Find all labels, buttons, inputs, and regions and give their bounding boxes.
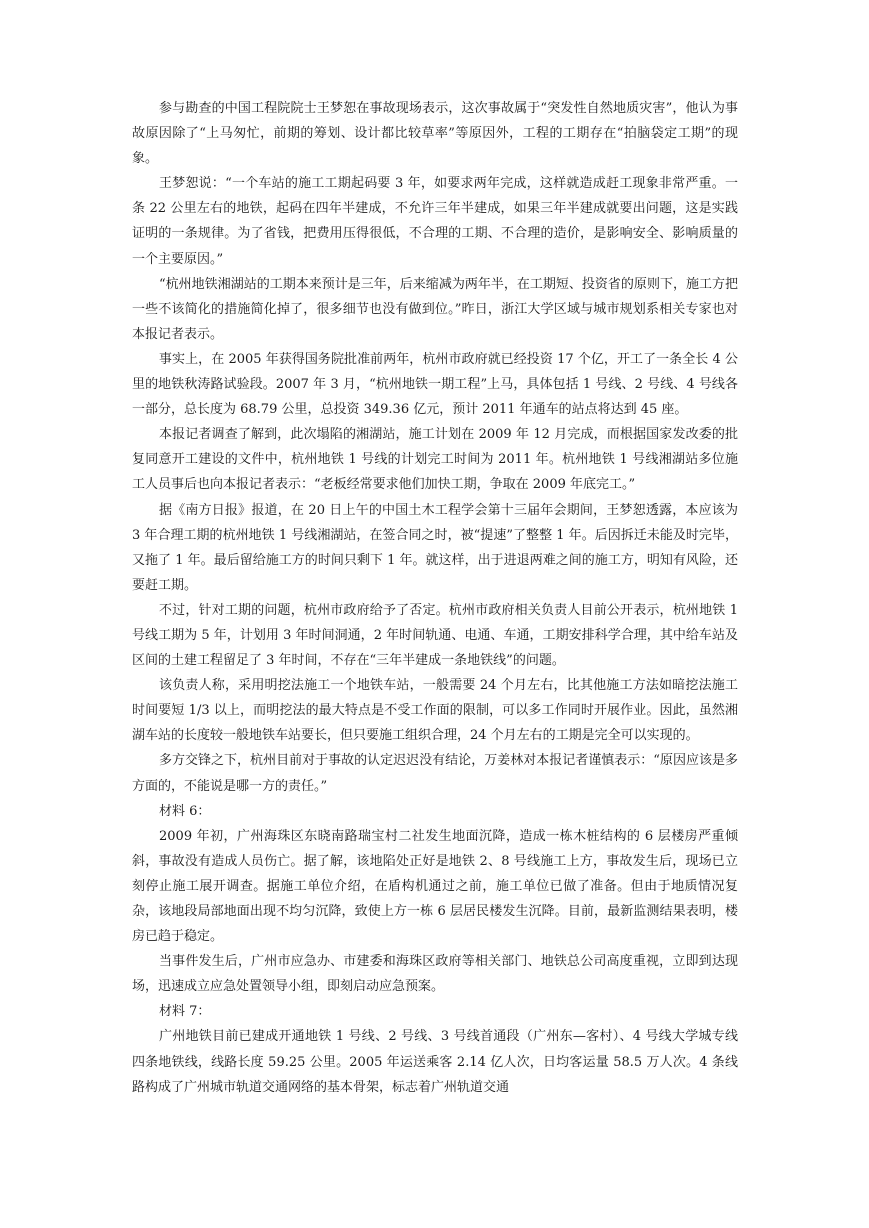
paragraph-9: 多方交锋之下，杭州目前对于事故的认定迟迟没有结论，万姜林对本报记者谨慎表示：“原因应该是多方面的，不能说是哪一方的责任。” [132, 753, 738, 794]
paragraph-2: 王梦恕说：“一个车站的施工工期起码要 3 年，如要求两年完成，这样就造成赶工现象非常严重。一条 22 公里左右的地铁，起码在四年半建成，不允许三年半建成，如果三年半建成就要出问题，这是实践证明的一条规律。为了省钱，把费用压得很低，不合理的工期、不合理的造价，是影响安全、影响质量的一个主要原因。” [132, 176, 738, 267]
paragraph-1: 参与勘查的中国工程院院士王梦恕在事故现场表示，这次事故属于“突发性自然地质灾害”，他认为事故原因除了“上马匆忙，前期的筹划、设计都比较草率”等原因外，工程的工期存在“拍脑袋定工期”的现象。 [132, 101, 738, 167]
paragraph-10: 2009 年初，广州海珠区东晓南路瑞宝村二社发生地面沉降，造成一栋木桩结构的 6 层楼房严重倾斜，事故没有造成人员伤亡。据了解，该地陷处正好是地铁 2、8 号线施工上方，事故发生后，现场已立刻停止施工展开调查。据施工单位介绍，在盾构机通过之前，施工单位已做了准备。但由于地质情况复杂，该地段局部地面出现不均匀沉降，致使上方一栋 6 层居民楼发生沉降。目前，最新监测结果表明，楼房已趋于稳定。 [132, 828, 738, 945]
paragraph-3: “杭州地铁湘湖站的工期本来预计是三年，后来缩减为两年半，在工期短、投资省的原则下，施工方把一些不该简化的措施简化掉了，很多细节也没有做到位。”昨日，浙江大学区域与城市规划系相关专家也对本报记者表示。 [132, 276, 738, 342]
paragraph-11: 当事件发生后，广州市应急办、市建委和海珠区政府等相关部门、地铁总公司高度重视，立即到达现场，迅速成立应急处置领导小组，即刻启动应急预案。 [132, 954, 738, 995]
document-body [132, 96, 738, 1100]
paragraph-6: 据《南方日报》报道，在 20 日上午的中国土木工程学会第十三届年会期间，王梦恕透露，本应该为 3 年合理工期的杭州地铁 1 号线湘湖站，在签合同之时，被“提速”了整整 1 年。后因拆迁未能及时完毕，又拖了 1 年。最后留给施工方的时间只剩下 1 年。就这样，出于进退两难之间的施工方，明知有风险，还要赶工期。 [132, 502, 738, 593]
paragraph-7: 不过，针对工期的问题，杭州市政府给予了否定。杭州市政府相关负责人目前公开表示，杭州地铁 1 号线工期为 5 年，计划用 3 年时间洞通，2 年时间轨通、电通、车通，工期安排科学合理，其中给车站及区间的土建工程留足了 3 年时间，不存在“三年半建成一条地铁线”的问题。 [132, 602, 738, 669]
material-6-heading: 材料 6： [159, 803, 211, 819]
paragraph-12: 广州地铁目前已建成开通地铁 1 号线、2 号线、3 号线首通段（广州东—客村）、4 号线大学城专线四条地铁线，线路长度 59.25 公里。2005 年运送乘客 2.14 亿人次，日均客运量 58.5 万人次。4 条线路构成了广州城市轨道交通网络的基本骨架，标志着广州轨道交通 [132, 1029, 738, 1095]
paragraph-5: 本报记者调查了解到，此次塌陷的湘湖站，施工计划在 2009 年 12 月完成，而根据国家发改委的批复同意开工建设的文件中，杭州地铁 1 号线的计划完工时间为 2011 年。杭州地铁 1 号线湘湖站多位施工人员事后也向本报记者表示：“老板经常要求他们加快工期，争取在 2009 年底完工。” [132, 427, 738, 493]
paragraph-4: 事实上，在 2005 年获得国务院批准前两年，杭州市政府就已经投资 17 个亿，开工了一条全长 4 公里的地铁秋涛路试验段。2007 年 3 月，“杭州地铁一期工程”上马，具体包括 1 号线、2 号线、4 号线各一部分，总长度为 68.79 公里，总投资 349.36 亿元，预计 2011 年通车的站点将达到 45 座。 [132, 351, 738, 418]
paragraph-8: 该负责人称，采用明挖法施工一个地铁车站，一般需要 24 个月左右，比其他施工方法如暗挖法施工时间要短 1/3 以上，而明挖法的最大特点是不受工作面的限制，可以多工作同时开展作业。因此，虽然湘湖车站的长度较一般地铁车站要长，但只要施工组织合理，24 个月左右的工期是完全可以实现的。 [132, 678, 738, 744]
material-7-heading: 材料 7： [159, 1004, 211, 1020]
